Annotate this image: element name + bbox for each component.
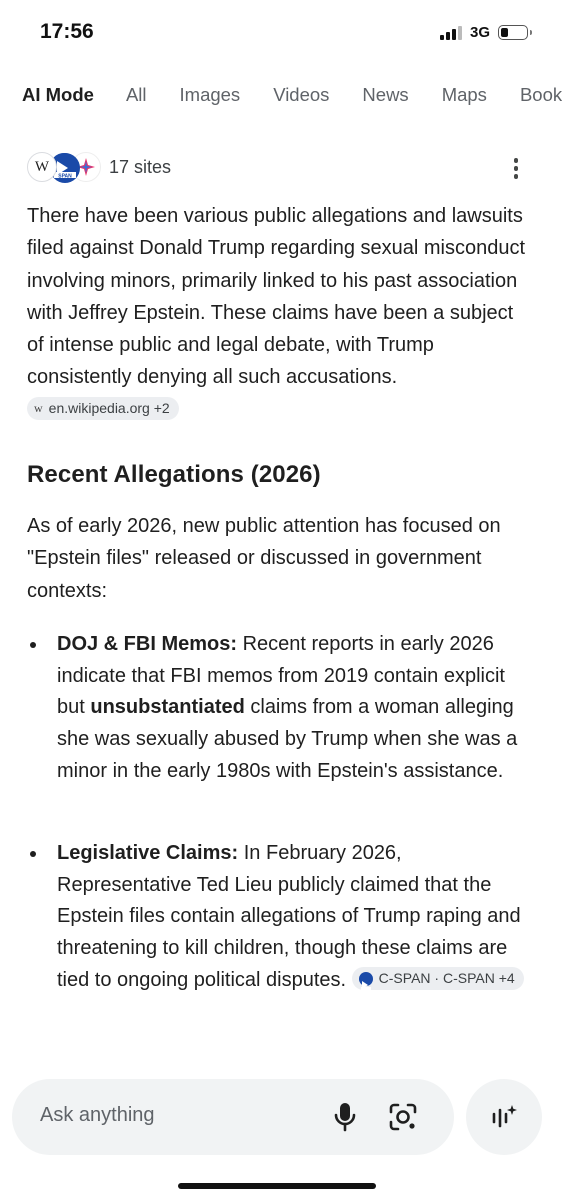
sources-button[interactable]	[27, 152, 171, 182]
tab-images[interactable]: Images	[179, 84, 241, 105]
allegations-list-2	[27, 838, 532, 997]
bullet-text: In February 2026, Representative Ted Lieu publicly claimed that the Epstein files contain allegations of Trump raping and threatening to kill children, though these claims are tied to ongoing political disputes.	[57, 842, 521, 991]
sources-count: 17 sites	[109, 156, 172, 177]
search-tabs	[22, 84, 562, 106]
cspan-chip-icon	[359, 972, 373, 986]
tab-maps[interactable]: Maps	[441, 84, 487, 105]
citation-chip-label: C-SPAN · C-SPAN +4	[378, 969, 515, 986]
tab-all[interactable]: All	[125, 84, 147, 105]
bullet-emphasis: unsubstantiated	[90, 696, 245, 719]
citation-chip-label: en.wikipedia.org +2	[48, 400, 170, 417]
microphone-icon[interactable]	[332, 1101, 358, 1138]
lens-camera-icon[interactable]	[387, 1101, 419, 1138]
voice-mode-button[interactable]	[466, 1079, 542, 1155]
cellular-signal-icon	[440, 26, 462, 40]
allegations-list	[27, 629, 532, 788]
bullet-text: claims from a woman alleging she was sexually abused by Trump when she was a minor in the early 1980s with Epstein's assistance.	[57, 696, 518, 782]
search-placeholder: Ask anything	[40, 1104, 155, 1126]
bullet-dot	[30, 642, 36, 648]
list-item	[27, 838, 532, 997]
citation-chip-wikipedia[interactable]	[27, 397, 179, 420]
bullet-title: Legislative Claims:	[57, 842, 239, 864]
svg-text:SPAN: SPAN	[58, 173, 72, 180]
wikipedia-favicon-icon: W	[27, 152, 57, 182]
tab-news[interactable]: News	[362, 84, 409, 105]
section-intro: As of early 2026, new public attention has focused on "Epstein files" released or discussed in government contexts:	[27, 515, 501, 602]
more-options-icon[interactable]	[514, 158, 519, 179]
sparkle-waveform-icon	[489, 1102, 519, 1132]
status-indicators	[440, 24, 528, 41]
tab-books[interactable]: Book	[519, 84, 562, 105]
bullet-dot	[30, 851, 36, 857]
bullet-text: Recent reports in early 2026 indicate that FBI memos from 2019 contain explicit but	[57, 633, 505, 719]
wikipedia-chip-icon: w	[34, 401, 43, 416]
ask-anything-input[interactable]	[12, 1079, 454, 1155]
battery-icon	[498, 25, 528, 40]
bullet-title: DOJ & FBI Memos:	[57, 633, 238, 655]
answer-intro-text: There have been various public allegations and lawsuits filed against Donald Trump regarding sexual misconduct involving minors, primarily linked to his past association with Jeffrey Epstein. These claims have been a subject of intense public and legal debate, with Trump consistently denying all such accusations.	[27, 205, 526, 389]
list-item	[27, 629, 532, 788]
network-type: 3G	[469, 24, 490, 41]
home-indicator	[178, 1183, 376, 1189]
status-time: 17:56	[40, 20, 94, 43]
tab-ai-mode[interactable]: AI Mode	[22, 84, 94, 105]
tab-videos[interactable]: Videos	[273, 84, 330, 105]
section-heading: Recent Allegations (2026)	[27, 461, 321, 488]
citation-chip-cspan[interactable]	[352, 967, 524, 990]
answer-intro	[27, 200, 527, 426]
